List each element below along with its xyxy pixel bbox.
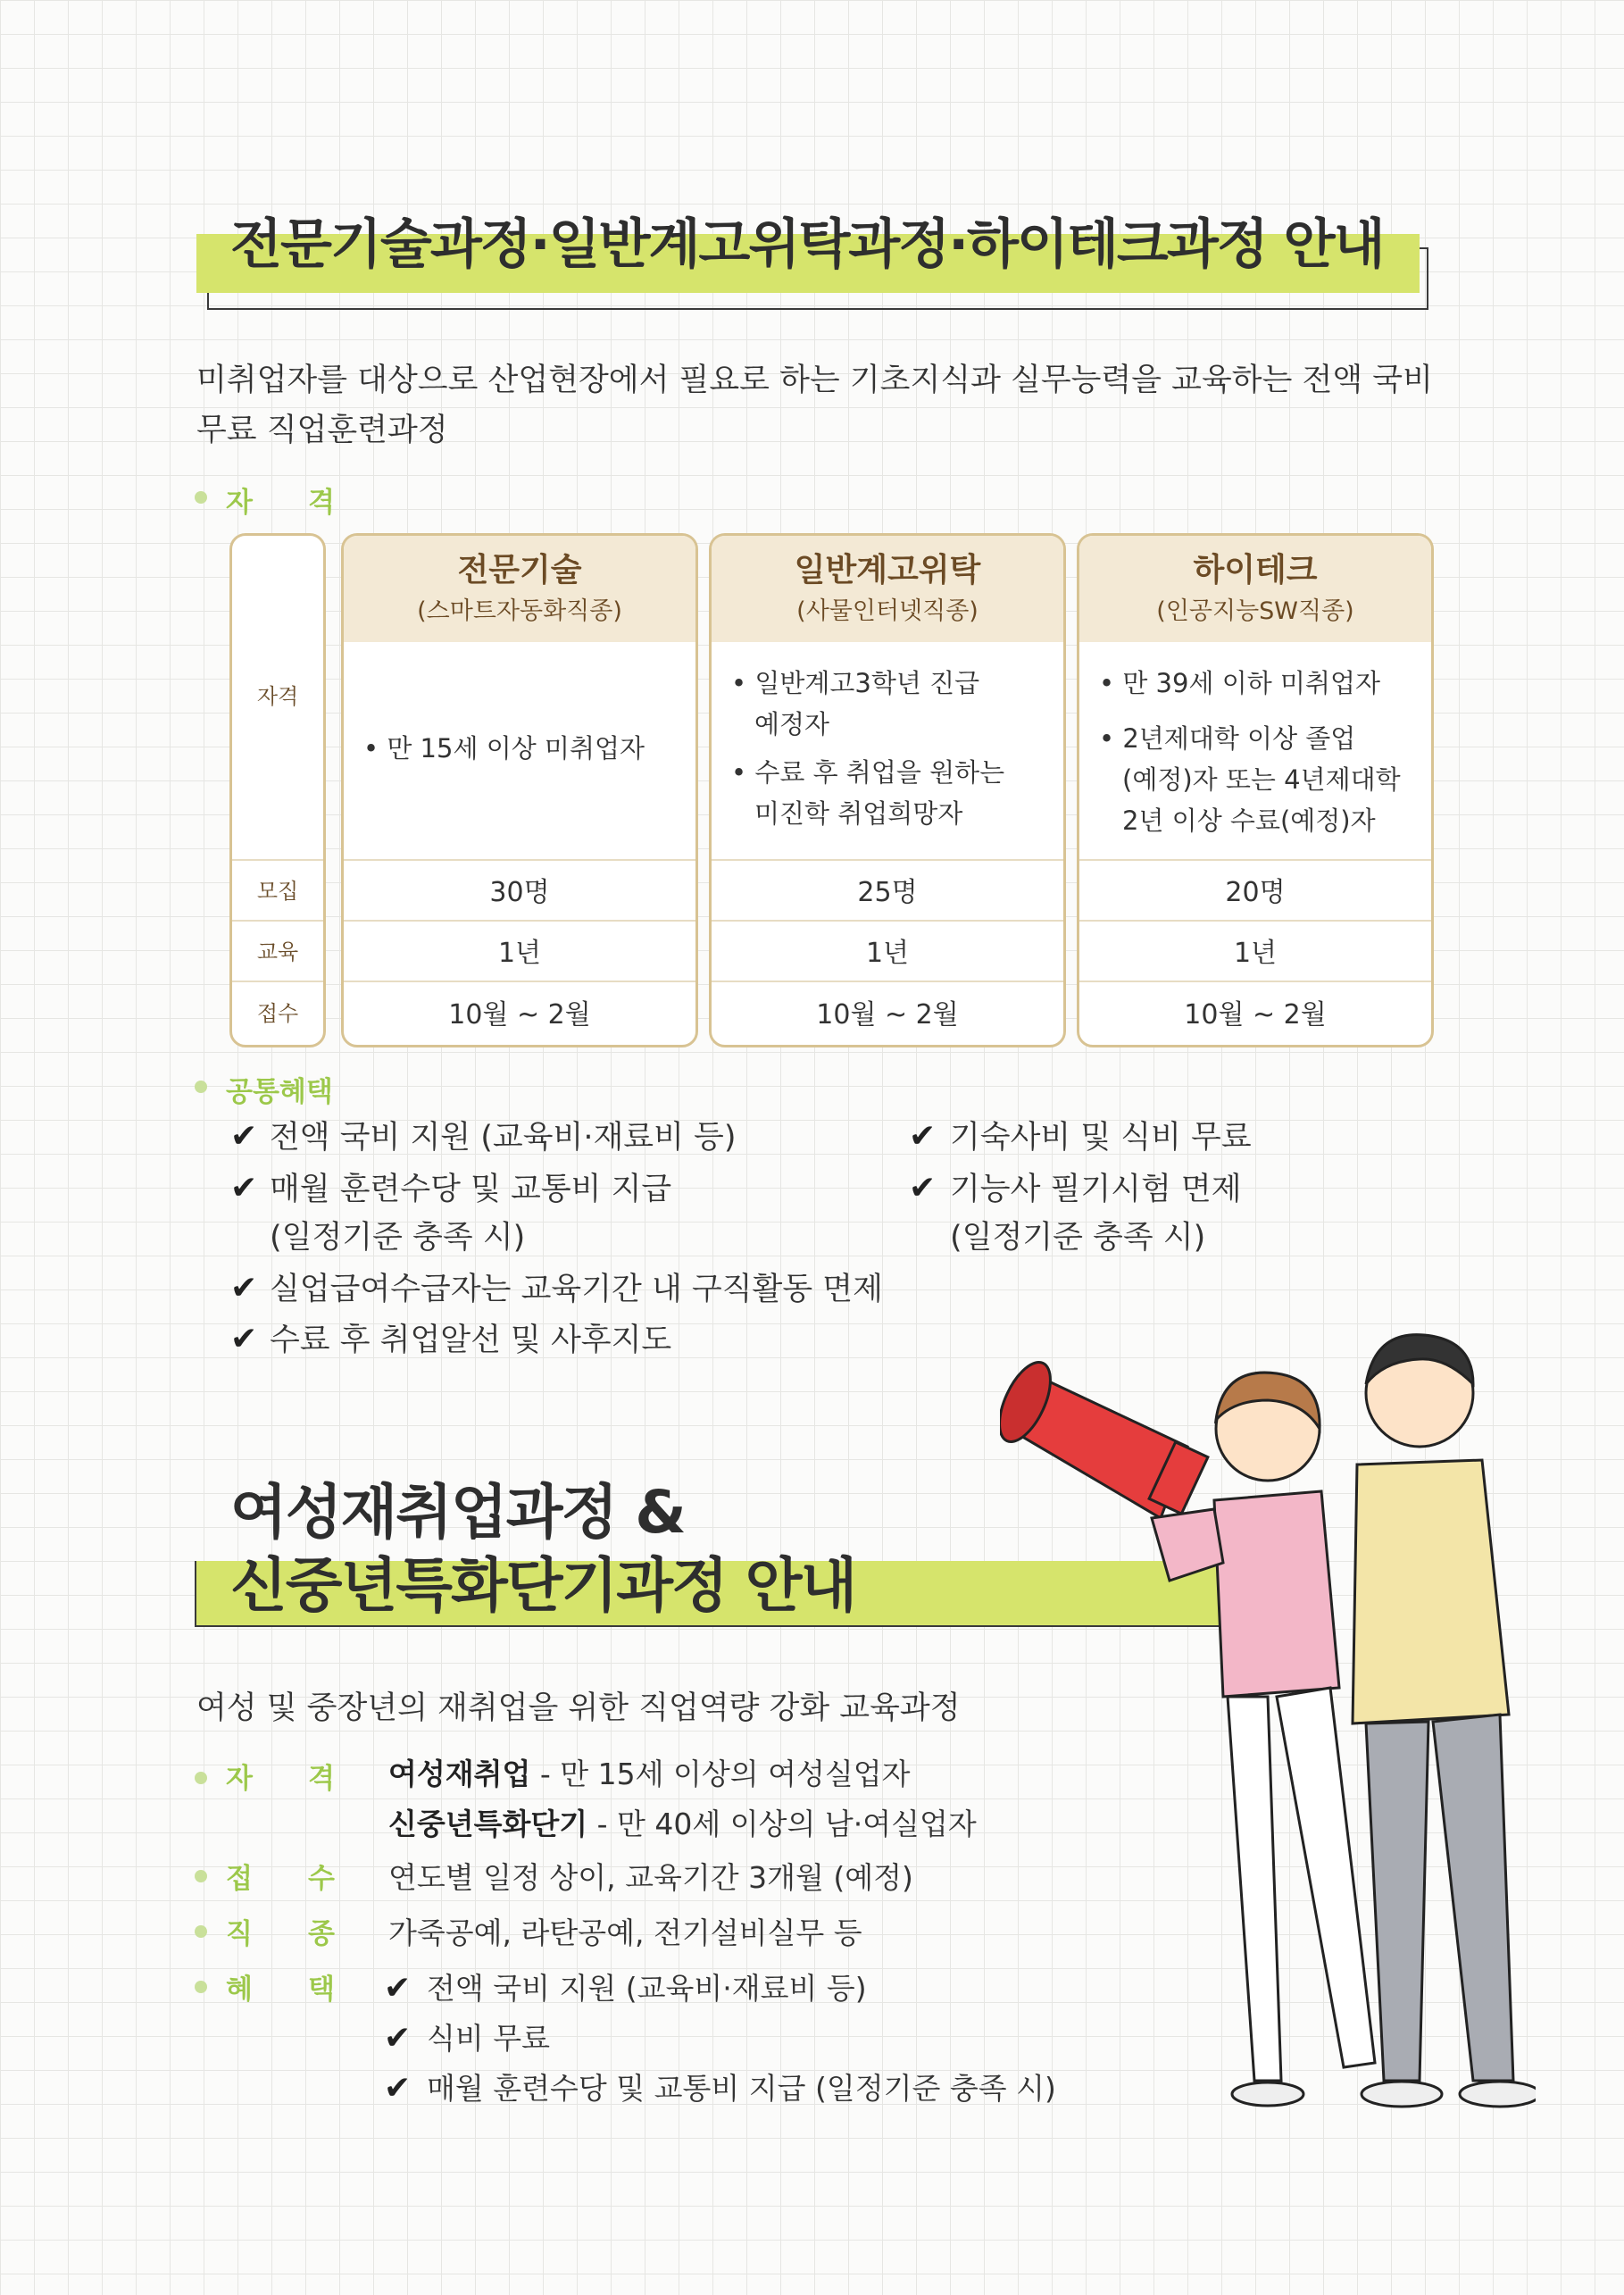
bullet-dot	[195, 1081, 207, 1093]
check-icon: ✔	[909, 1118, 937, 1155]
qualification-desc: - 만 40세 이상의 남·여실업자	[587, 1807, 977, 1841]
column-header	[1079, 536, 1431, 642]
eligibility-text: (예정)자 또는 4년제대학	[1122, 764, 1401, 795]
section2-intro: 여성 및 중장년의 재취업을 위한 직업역량 강화 교육과정	[196, 1690, 961, 1726]
section1-intro-line1: 미취업자를 대상으로 산업현장에서 필요로 하는 기초지식과 실무능력을 교육하는 전액 국비	[196, 363, 1433, 398]
bullet-dot	[195, 1981, 207, 1993]
apply-value: 연도별 일정 상이, 교육기간 3개월 (예정)	[388, 1860, 913, 1895]
column-subtitle: (스마트자동화직종)	[417, 597, 622, 625]
duration: 1년	[1233, 938, 1278, 969]
column-subtitle: (사물인터넷직종)	[796, 597, 979, 625]
check-icon: ✔	[230, 1118, 258, 1155]
check-icon: ✔	[384, 2070, 412, 2107]
apply-period: 10월 ~ 2월	[448, 999, 591, 1031]
bullet-dot	[195, 491, 207, 504]
divider	[1079, 859, 1431, 861]
divider	[1079, 920, 1431, 922]
check-icon: ✔	[384, 1970, 412, 2007]
eligibility-text: 예정자	[754, 709, 830, 739]
row-header-duration: 교육	[256, 939, 299, 964]
check-icon: ✔	[230, 1170, 258, 1206]
eligibility-text: • 2년제대학 이상 졸업	[1099, 723, 1356, 754]
benefit-label: 혜 택	[226, 1974, 335, 2006]
row-header-qualification: 자격	[256, 684, 299, 709]
eligibility-text: • 만 39세 이하 미취업자	[1099, 668, 1380, 698]
eligibility-text: • 만 15세 이상 미취업자	[363, 733, 645, 764]
column-header	[712, 536, 1063, 642]
benefit-item: 전액 국비 지원 (교육비·재료비 등)	[270, 1120, 737, 1156]
table-column-highschool	[709, 533, 1066, 1047]
check-icon: ✔	[230, 1270, 258, 1306]
eligibility-text: 미진학 취업희망자	[754, 798, 963, 829]
column-title: 일반계고위탁	[794, 552, 981, 588]
recruit-count: 20명	[1225, 877, 1286, 908]
benefit-item-note: (일정기준 충족 시)	[950, 1220, 1206, 1256]
recruit-count: 30명	[489, 877, 550, 908]
section2-title-line1: 여성재취업과정 &	[230, 1478, 685, 1547]
check-icon: ✔	[230, 1321, 258, 1357]
benefit-item: 매월 훈련수당 및 교통비 지급 (일정기준 충족 시)	[427, 2071, 1056, 2106]
qualification-label: 자 격	[226, 487, 335, 519]
qualification-name: 여성재취업	[388, 1757, 531, 1791]
jobs-value: 가죽공예, 라탄공예, 전기설비실무 등	[388, 1915, 862, 1950]
benefit-item: 전액 국비 지원 (교육비·재료비 등)	[427, 1971, 867, 2006]
table-row-header-column	[229, 533, 326, 1047]
bullet-dot	[195, 1925, 207, 1938]
bullet-dot	[195, 1870, 207, 1882]
divider	[232, 859, 323, 861]
section2-title-line2: 신중년특화단기과정 안내	[230, 1551, 856, 1620]
duration: 1년	[497, 938, 542, 969]
qualification-line2	[388, 1802, 977, 1847]
column-subtitle: (인공지능SW직종)	[1156, 597, 1354, 625]
divider	[232, 920, 323, 922]
divider	[1079, 981, 1431, 982]
section1-intro-line2: 무료 직업훈련과정	[196, 413, 448, 448]
benefits-label: 공통혜택	[226, 1076, 333, 1108]
qualification-line1	[388, 1752, 911, 1797]
section1-title: 전문기술과정·일반계고위탁과정·하이테크과정 안내	[230, 213, 1384, 276]
divider	[712, 920, 1063, 922]
column-title: 하이테크	[1193, 552, 1318, 588]
title-left-edge	[195, 1561, 196, 1627]
eligibility-text: • 일반계고3학년 진급	[731, 668, 980, 698]
column-header	[344, 536, 695, 642]
apply-period: 10월 ~ 2월	[816, 999, 959, 1031]
row-header-recruit: 모집	[256, 879, 299, 904]
divider	[712, 859, 1063, 861]
recruit-count: 25명	[857, 877, 918, 908]
megaphone-couple-illustration	[1000, 1295, 1536, 2125]
check-icon: ✔	[384, 2020, 412, 2057]
apply-period: 10월 ~ 2월	[1184, 999, 1327, 1031]
benefit-item: 기능사 필기시험 면제	[950, 1172, 1242, 1207]
benefit-item: 매월 훈련수당 및 교통비 지급	[270, 1172, 672, 1207]
qualification-desc: - 만 15세 이상의 여성실업자	[530, 1757, 911, 1791]
apply-label: 접 수	[226, 1863, 335, 1895]
benefit-item: 실업급여수급자는 교육기간 내 구직활동 면제	[270, 1272, 883, 1307]
benefit-item-note: (일정기준 충족 시)	[270, 1220, 526, 1256]
bullet-dot	[195, 1772, 207, 1784]
divider	[712, 981, 1063, 982]
eligibility-text: 2년 이상 수료(예정)자	[1122, 805, 1376, 836]
divider	[344, 981, 695, 982]
eligibility-text: • 수료 후 취업을 원하는	[731, 757, 1005, 788]
benefit-item: 식비 무료	[427, 2021, 551, 2056]
divider	[232, 981, 323, 982]
jobs-label: 직 종	[226, 1918, 335, 1950]
table-column-hightech	[1077, 533, 1434, 1047]
table-column-specialist	[341, 533, 698, 1047]
benefit-item: 수료 후 취업알선 및 사후지도	[270, 1323, 672, 1358]
qualification-name: 신중년특화단기	[388, 1807, 588, 1841]
benefit-item: 기숙사비 및 식비 무료	[950, 1120, 1252, 1156]
row-header-apply: 접수	[256, 1001, 299, 1026]
column-title: 전문기술	[457, 552, 582, 588]
divider	[344, 920, 695, 922]
duration: 1년	[865, 938, 910, 969]
divider	[344, 859, 695, 861]
qualification-label: 자 격	[226, 1763, 335, 1795]
check-icon: ✔	[909, 1170, 937, 1206]
